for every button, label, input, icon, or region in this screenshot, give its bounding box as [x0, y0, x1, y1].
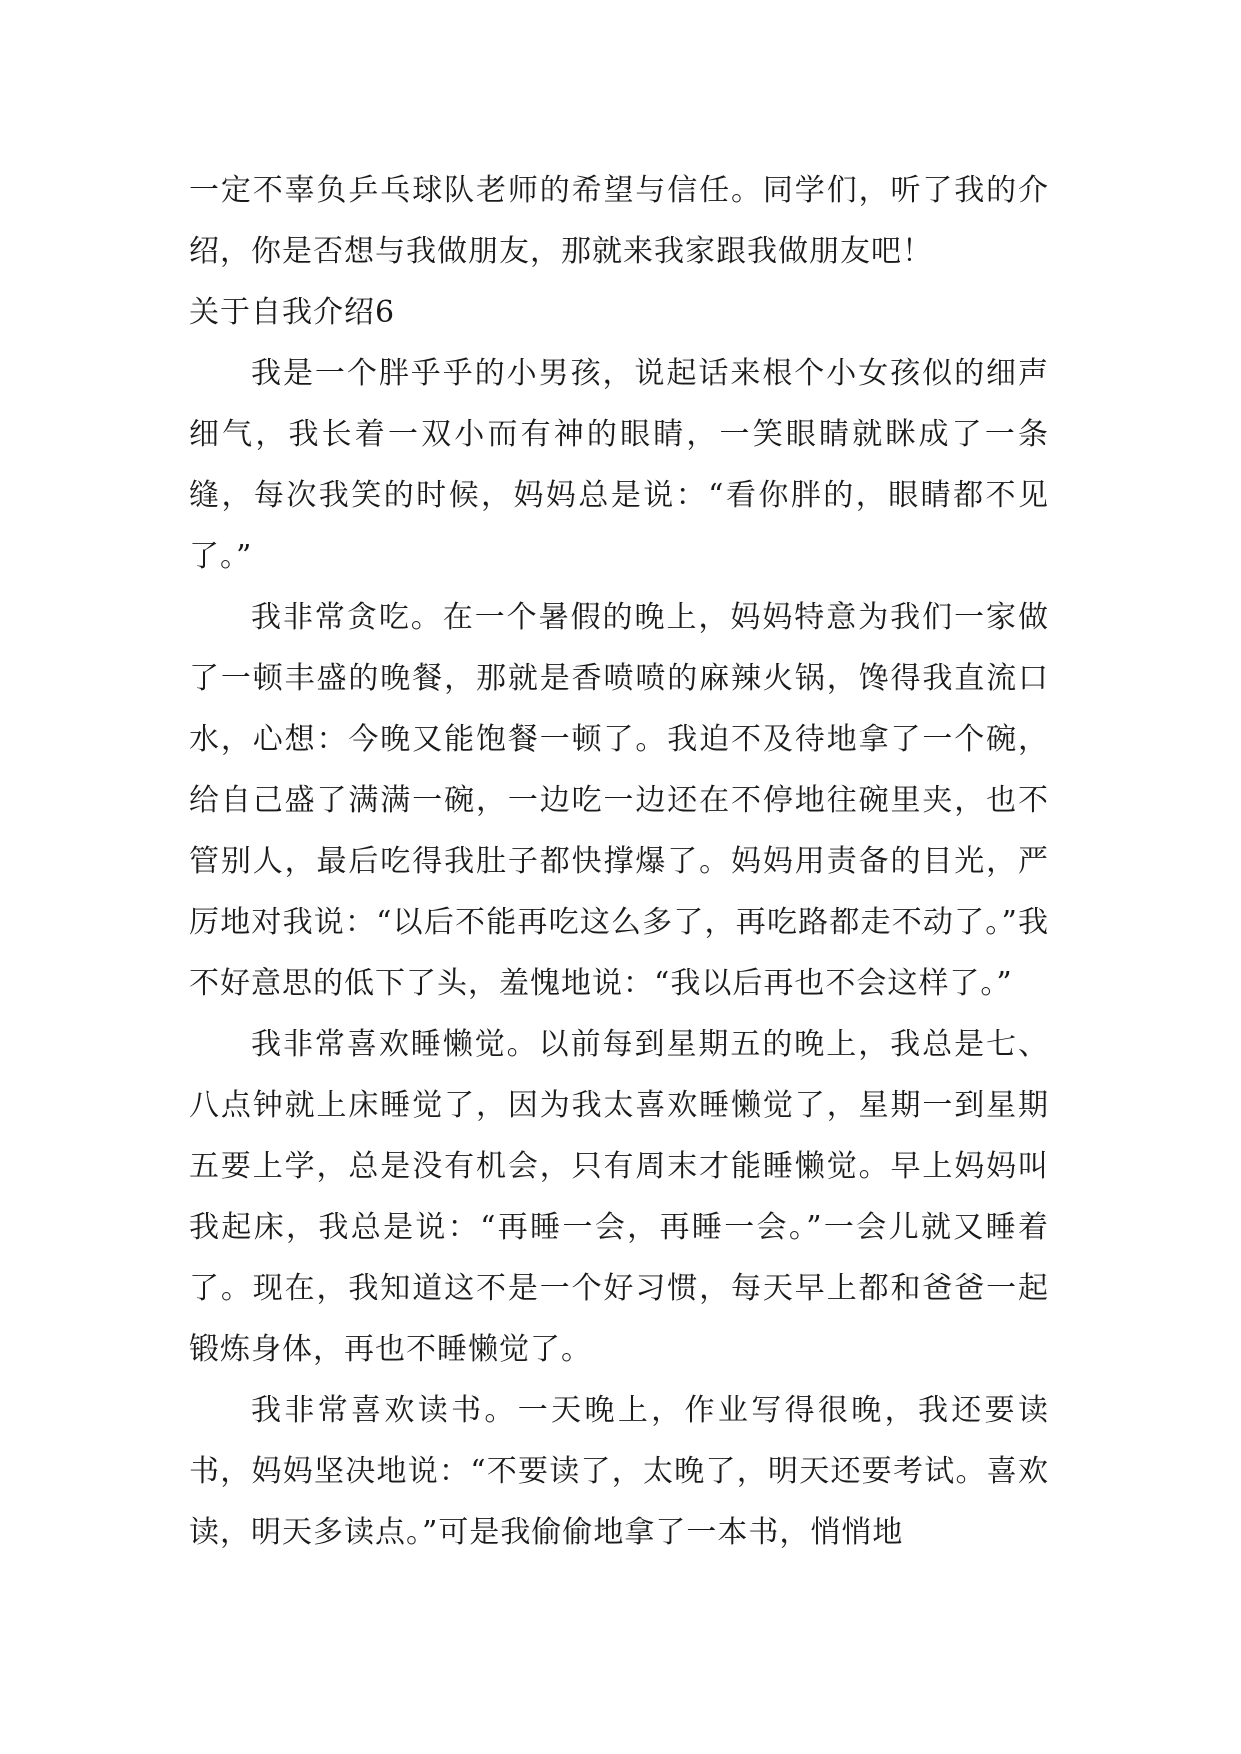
paragraph-greedy-eating: 我非常贪吃。在一个暑假的晚上，妈妈特意为我们一家做了一顿丰盛的晚餐，那就是香喷喷的麻辣火锅，馋得我直流口水，心想：今晚又能饱餐一顿了。我迫不及待地拿了一个碗，给自己盛了满满一碗，一边吃一边还在不停地往碗里夹，也不管别人，最后吃得我肚子都快撑爆了。妈妈用责备的目光，严厉地对我说：“以后不能再吃这么多了，再吃路都走不动了。”我不好意思的低下了头，羞愧地说：“我以后再也不会这样了。” [189, 600, 1049, 1001]
paragraph-reading: 我非常喜欢读书。一天晚上，作业写得很晚，我还要读书，妈妈坚决地说：“不要读了，太晚了，明天还要考试。喜欢读，明天多读点。”可是我偷偷地拿了一本书，悄悄地 [189, 1393, 1049, 1550]
paragraph-appearance: 我是一个胖乎乎的小男孩，说起话来根个小女孩似的细声细气，我长着一双小而有神的眼睛，一笑眼睛就眯成了一条缝，每次我笑的时候，妈妈总是说：“看你胖的，眼睛都不见了。” [189, 356, 1049, 574]
paragraph-sleeping-in: 我非常喜欢睡懒觉。以前每到星期五的晚上，我总是七、八点钟就上床睡觉了，因为我太喜欢睡懒觉了，星期一到星期五要上学，总是没有机会，只有周末才能睡懒觉。早上妈妈叫我起床，我总是说：“再睡一会，再睡一会。”一会儿就又睡着了。现在，我知道这不是一个好习惯，每天早上都和爸爸一起锻炼身体，再也不睡懒觉了。 [189, 1027, 1049, 1367]
section-title: 关于自我介绍6 [189, 295, 396, 330]
continuation-paragraph: 一定不辜负乒乓球队老师的希望与信任。同学们，听了我的介绍，你是否想与我做朋友，那就来我家跟我做朋友吧！ [189, 173, 1049, 269]
document-body [189, 160, 1049, 1563]
